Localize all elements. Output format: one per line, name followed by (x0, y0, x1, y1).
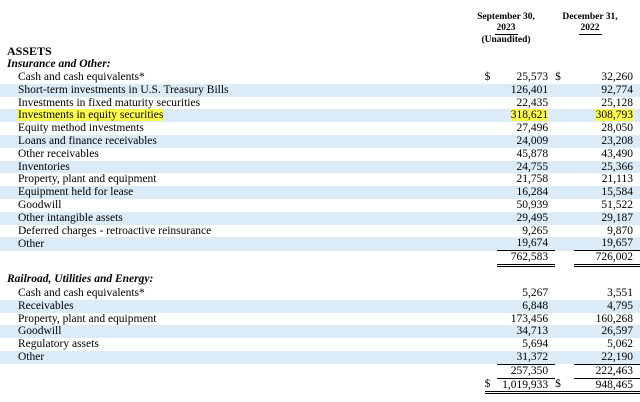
value-2022: 21,113 (601, 173, 633, 186)
subtotal-2023-cell (497, 364, 555, 378)
value-2023: 24,009 (516, 134, 549, 147)
currency-2022 (555, 135, 573, 148)
row-label (0, 186, 485, 199)
table-row (0, 122, 640, 135)
table-row (0, 84, 640, 97)
table-row (0, 351, 640, 364)
row-label (0, 71, 485, 84)
currency-2022 (555, 237, 573, 250)
subtotal-label (0, 251, 485, 266)
currency-2022 (555, 122, 573, 135)
currency-2022 (555, 287, 573, 300)
value-2023: 50,939 (516, 198, 549, 211)
value-2022: 26,597 (601, 325, 633, 338)
currency-2022 (555, 300, 573, 313)
value-2022-cell (574, 212, 640, 225)
row-label-text: Goodwill (18, 325, 62, 338)
value-2022-cell (574, 225, 640, 238)
total-2023: 1,019,933 (502, 378, 549, 391)
row-label (0, 109, 485, 122)
table-row (0, 212, 640, 225)
value-2022-cell (574, 338, 640, 351)
currency-2023 (485, 313, 497, 326)
row-label (0, 300, 485, 313)
value-2023-cell (497, 338, 555, 351)
value-2022-cell (574, 161, 640, 174)
subtotal-row (0, 364, 640, 378)
value-2023-cell (497, 237, 555, 250)
row-label (0, 84, 485, 97)
currency-2023 (485, 148, 497, 161)
value-2023-cell (497, 84, 555, 97)
row-label (0, 148, 485, 161)
total-label (0, 378, 485, 393)
row-label-text: Equity method investments (18, 122, 144, 135)
total-currency-2022: $ (555, 378, 573, 393)
currency-2022 (555, 161, 573, 174)
row-label (0, 173, 485, 186)
table-row (0, 109, 640, 122)
value-2022-cell (574, 135, 640, 148)
col1-line1: September 30, (477, 12, 535, 22)
table-row (0, 199, 640, 212)
section-heading-railroad: Railroad, Utilities and Energy: (7, 273, 154, 285)
value-2023-cell (497, 199, 555, 212)
value-2023: 5,694 (522, 338, 549, 351)
value-2023: 34,713 (516, 325, 549, 338)
subtotal-2022-cell (574, 251, 640, 266)
subtotal-2023-cell (497, 251, 555, 266)
value-2023: 318,621 (510, 109, 549, 122)
currency-2023 (485, 287, 497, 300)
currency-2023 (485, 300, 497, 313)
row-label-text: Deferred charges - retroactive reinsurance (18, 224, 212, 237)
currency-2022 (555, 199, 573, 212)
value-2022: 19,657 (601, 237, 633, 250)
value-2023-cell (497, 300, 555, 313)
table-row (0, 313, 640, 326)
row-label (0, 325, 485, 338)
total-2022-cell (574, 378, 640, 393)
value-2023-cell (497, 287, 555, 300)
col1-line3: (Unaudited) (481, 35, 531, 45)
value-2022: 29,187 (601, 211, 633, 224)
insurance-table (0, 71, 640, 267)
currency-2023 (485, 161, 497, 174)
value-2023: 5,267 (522, 287, 549, 299)
table-row (0, 161, 640, 174)
row-label-text: Short-term investments in U.S. Treasury Bills (18, 83, 229, 96)
currency-2022 (555, 109, 573, 122)
row-label-text: Equipment held for lease (18, 186, 134, 199)
table-row (0, 173, 640, 186)
value-2022-cell (574, 237, 640, 250)
value-2023-cell (497, 186, 555, 199)
subtotal-2023: 257,350 (510, 364, 549, 377)
row-label (0, 287, 485, 300)
value-2022: 32,260 (601, 71, 633, 83)
row-label (0, 212, 485, 225)
value-2023: 22,435 (516, 96, 549, 109)
currency-2023 (485, 186, 497, 199)
value-2023-cell (497, 161, 555, 174)
row-label-text: Property, plant and equipment (18, 312, 157, 325)
row-label-text: Goodwill (18, 198, 62, 211)
table-row (0, 225, 640, 238)
row-label-text: Other receivables (18, 147, 99, 160)
value-2023: 45,878 (516, 147, 549, 160)
value-2023-cell (497, 135, 555, 148)
currency-2022 (555, 173, 573, 186)
assets-title: ASSETS (7, 44, 52, 58)
table-row (0, 300, 640, 313)
value-2022: 308,793 (595, 109, 633, 122)
row-label (0, 313, 485, 326)
total-2023-cell (497, 378, 555, 393)
value-2023-cell (497, 71, 555, 84)
subtotal-cur-2023 (485, 364, 497, 378)
value-2022: 23,208 (601, 134, 633, 147)
value-2022-cell (574, 313, 640, 326)
value-2022-cell (574, 122, 640, 135)
value-2022: 4,795 (607, 299, 633, 312)
currency-2022: $ (555, 71, 561, 83)
row-label-text: Other (18, 351, 45, 364)
table-row (0, 135, 640, 148)
value-2023: 31,372 (516, 350, 549, 363)
currency-2022 (555, 225, 573, 238)
value-2022-cell (574, 186, 640, 199)
value-2023: 29,495 (516, 211, 549, 224)
table-row (0, 325, 640, 338)
value-2022-cell (574, 71, 640, 84)
value-2022-cell (574, 287, 640, 300)
value-2022: 43,490 (601, 147, 633, 160)
row-label-text: Receivables (18, 299, 74, 312)
value-2022: 51,522 (601, 198, 633, 211)
value-2022-cell (574, 109, 640, 122)
value-2023-cell (497, 97, 555, 110)
subtotal-2023: 762,583 (510, 251, 549, 264)
total-row (0, 378, 640, 393)
value-2023: 24,755 (516, 160, 549, 173)
value-2022-cell (574, 325, 640, 338)
subtotal-cur-2022 (555, 364, 573, 378)
value-2023-cell (497, 225, 555, 238)
table-row (0, 71, 640, 84)
section-heading-insurance: Insurance and Other: (7, 58, 111, 70)
value-2023: 27,496 (516, 122, 549, 135)
row-label (0, 97, 485, 110)
value-2022: 25,366 (601, 160, 633, 173)
currency-2023 (485, 212, 497, 225)
value-2022: 92,774 (601, 83, 633, 96)
value-2022-cell (574, 300, 640, 313)
currency-2023 (485, 84, 497, 97)
subtotal-cur-2023 (485, 251, 497, 266)
table-row (0, 97, 640, 110)
value-2023-cell (497, 173, 555, 186)
value-2023-cell (497, 109, 555, 122)
column-header-sep-2023 (468, 12, 544, 46)
row-label-text: Cash and cash equivalents* (18, 71, 145, 83)
table-row (0, 186, 640, 199)
row-label (0, 122, 485, 135)
row-label-text: Regulatory assets (18, 338, 99, 351)
subtotal-label (0, 364, 485, 378)
column-header-dec-2022 (556, 12, 624, 35)
value-2022: 25,128 (601, 96, 633, 109)
total-currency-2023: $ (485, 378, 497, 393)
value-2022: 28,050 (601, 122, 633, 135)
currency-2023 (485, 325, 497, 338)
currency-2022 (555, 351, 573, 364)
col2-line1: December 31, (562, 12, 618, 22)
value-2022: 160,268 (595, 312, 633, 325)
currency-2022 (555, 338, 573, 351)
value-2022: 3,551 (607, 287, 633, 299)
value-2023: 9,265 (522, 224, 549, 237)
currency-2022 (555, 97, 573, 110)
value-2022-cell (574, 97, 640, 110)
row-label-text: Other (18, 237, 45, 250)
value-2023: 16,284 (516, 186, 549, 199)
value-2023-cell (497, 122, 555, 135)
value-2023-cell (497, 325, 555, 338)
subtotal-row (0, 251, 640, 266)
row-label (0, 338, 485, 351)
value-2023: 21,758 (516, 173, 549, 186)
table-row (0, 237, 640, 250)
row-label (0, 237, 485, 250)
currency-2023 (485, 338, 497, 351)
row-label-text: Other intangible assets (18, 211, 123, 224)
currency-2022 (555, 212, 573, 225)
value-2023: 19,674 (516, 237, 549, 250)
currency-2023 (485, 109, 497, 122)
value-2022-cell (574, 351, 640, 364)
row-label-text: Cash and cash equivalents* (18, 287, 145, 299)
value-2023: 126,401 (510, 83, 549, 96)
table-row (0, 148, 640, 161)
table-row (0, 338, 640, 351)
currency-2023 (485, 173, 497, 186)
row-label-text: Inventories (18, 160, 70, 173)
table-row (0, 287, 640, 300)
value-2023-cell (497, 148, 555, 161)
subtotal-2022: 726,002 (595, 251, 633, 264)
value-2023: 25,573 (516, 71, 549, 83)
value-2022-cell (574, 173, 640, 186)
currency-2022 (555, 325, 573, 338)
total-2022: 948,465 (595, 378, 633, 391)
value-2023-cell (497, 351, 555, 364)
currency-2022 (555, 186, 573, 199)
value-2023-cell (497, 313, 555, 326)
currency-2022 (555, 313, 573, 326)
row-label (0, 225, 485, 238)
row-label-text: Investments in equity securities (18, 109, 164, 122)
value-2023: 6,848 (522, 299, 549, 312)
row-label (0, 199, 485, 212)
currency-2023 (485, 225, 497, 238)
row-label-text: Property, plant and equipment (18, 173, 157, 186)
value-2022: 15,584 (601, 186, 633, 199)
row-label-text: Loans and finance receivables (18, 134, 157, 147)
currency-2023 (485, 237, 497, 250)
row-label-text: Investments in fixed maturity securities (18, 96, 201, 109)
value-2023-cell (497, 212, 555, 225)
value-2023: 173,456 (510, 312, 549, 325)
col2-line2: 2022 (580, 23, 600, 33)
value-2022-cell (574, 199, 640, 212)
col1-line2: 2023 (496, 23, 516, 33)
currency-2023: $ (484, 71, 491, 83)
value-2022: 22,190 (601, 350, 633, 363)
row-label (0, 135, 485, 148)
currency-2022 (555, 84, 573, 97)
row-label (0, 161, 485, 174)
value-2022: 5,062 (607, 338, 633, 351)
currency-2023 (485, 122, 497, 135)
railroad-table (0, 287, 640, 394)
value-2022: 9,870 (607, 224, 633, 237)
currency-2023 (485, 135, 497, 148)
currency-2023 (485, 199, 497, 212)
subtotal-2022-cell (574, 364, 640, 378)
row-label (0, 351, 485, 364)
currency-2022 (555, 148, 573, 161)
subtotal-2022: 222,463 (595, 364, 633, 377)
value-2022-cell (574, 84, 640, 97)
value-2022-cell (574, 148, 640, 161)
currency-2023 (485, 97, 497, 110)
subtotal-cur-2022 (555, 251, 573, 266)
currency-2023 (485, 351, 497, 364)
